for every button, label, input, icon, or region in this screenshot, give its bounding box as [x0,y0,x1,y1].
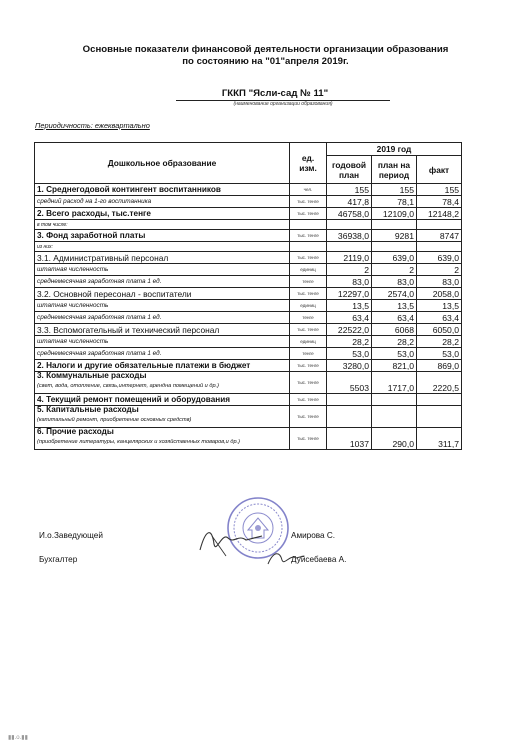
row-period-plan: 2574,0 [372,288,417,300]
row-period-plan: 155 [372,184,417,196]
row-period-plan: 9281 [372,230,417,242]
row-annual-plan: 63,4 [327,312,372,324]
row-indicator-name [35,196,290,208]
report-title-line1: Основные показатели финансовой деятельности организации образования [82,44,449,55]
row-fact: 639,0 [417,252,462,264]
table-row [35,394,462,406]
row-annual-plan: 3280,0 [327,360,372,372]
row-annual-plan: 22522,0 [327,324,372,336]
row-fact: 28,2 [417,336,462,348]
row-indicator-label: 4. Текущий ремонт помещений и оборудования [37,395,231,404]
row-annual-plan: 83,0 [327,276,372,288]
row-unit: тыс. тенге [290,196,327,208]
table-row [35,336,462,348]
row-indicator-label: среднемесячная заработная плата 1 ед. [37,314,162,321]
table-row [35,348,462,360]
row-indicator-name [35,428,290,450]
row-indicator-name [35,252,290,264]
row-fact [417,242,462,252]
periodicity-label: Периодичность: ежеквартально [35,121,150,130]
row-indicator-subtitle: (капитальный ремонт, приобретение основных средств) [37,416,192,423]
row-period-plan [372,242,417,252]
table-row [35,300,462,312]
row-period-plan: 13,5 [372,300,417,312]
row-fact: 155 [417,184,462,196]
signature-role-accountant: Бухгалтер [39,555,78,564]
row-annual-plan: 46758,0 [327,208,372,220]
row-indicator-name [35,372,290,394]
row-annual-plan: 53,0 [327,348,372,360]
row-indicator-label: 6. Прочие расходы [37,427,114,436]
row-indicator-name [35,300,290,312]
row-annual-plan: 28,2 [327,336,372,348]
row-fact: 869,0 [417,360,462,372]
row-period-plan [372,406,417,428]
row-indicator-name [35,184,290,196]
row-fact: 53,0 [417,348,462,360]
row-fact: 2058,0 [417,288,462,300]
row-unit: тыс. тенге [290,360,327,372]
table-row [35,208,462,220]
table-row [35,372,462,394]
row-fact: 63,4 [417,312,462,324]
row-fact: 2220,5 [417,372,462,394]
row-annual-plan: 417,8 [327,196,372,208]
row-indicator-name [35,406,290,428]
row-indicator-name [35,394,290,406]
row-unit: тенге [290,312,327,324]
row-indicator-label: штатная численность [37,302,109,309]
signature-name-head: Амирова С. [291,531,336,540]
row-fact: 311,7 [417,428,462,450]
row-unit: тыс. тенге [290,288,327,300]
row-annual-plan [327,220,372,230]
row-indicator-name [35,312,290,324]
row-indicator-label: 3.2. Основной пересонал - воспитатели [37,288,192,299]
row-period-plan: 78,1 [372,196,417,208]
row-unit: чел. [290,184,327,196]
table-row [35,220,462,230]
row-period-plan: 83,0 [372,276,417,288]
row-unit: единиц [290,300,327,312]
row-indicator-label: 3.1. Административный персонал [37,252,169,263]
row-period-plan: 1717,0 [372,372,417,394]
row-fact: 13,5 [417,300,462,312]
row-period-plan [372,220,417,230]
row-fact [417,220,462,230]
row-period-plan: 2 [372,264,417,276]
row-indicator-name [35,348,290,360]
signature-role-head: И.о.Заведующей [39,531,103,540]
row-unit: тыс. тенге [290,230,327,242]
row-unit: единиц [290,264,327,276]
row-indicator-label: в том числе: [37,221,68,228]
header-period-plan: план на период [372,156,417,184]
row-indicator-label: среднемесячная заработная плата 1 ед. [37,278,162,285]
row-indicator-subtitle: (свет, вода, отопление, связь,интернет, арендна помещений и др.) [37,382,219,389]
row-indicator-name [35,288,290,300]
organization-caption: (наименование организации образования) [233,101,333,107]
row-indicator-name [35,220,290,230]
row-annual-plan: 13,5 [327,300,372,312]
row-indicator-label: штатная численность [37,266,109,273]
row-fact: 12148,2 [417,208,462,220]
row-annual-plan: 1037 [327,428,372,450]
row-indicator-name [35,324,290,336]
row-unit [290,242,327,252]
row-indicator-label: 2. Налоги и другие обязательные платежи в бюджет [37,361,251,370]
table-row [35,406,462,428]
row-annual-plan [327,394,372,406]
row-indicator-subtitle: (приобретение литературы, канцелярских и хозяйственных товаров,и др.) [37,438,240,445]
header-annual-plan: годовой план [327,156,372,184]
page-footer-mark: ▮▮.о.▮▮ [8,735,28,741]
row-indicator-name [35,336,290,348]
row-unit: тыс. тенге [290,252,327,264]
row-indicator-label: среднемесячная заработная плата 1 ед. [37,350,162,357]
table-row [35,252,462,264]
table-row [35,428,462,450]
table-row [35,312,462,324]
row-indicator-label: 3.3. Вспомогательный и технический персонал [37,324,220,335]
row-indicator-name [35,208,290,220]
row-period-plan: 12109,0 [372,208,417,220]
row-unit: тыс. тенге [290,208,327,220]
signature-name-accountant: Дуйсебаева А. [291,555,347,564]
financial-indicators-table [34,142,462,450]
row-period-plan [372,394,417,406]
row-period-plan: 290,0 [372,428,417,450]
table-row [35,242,462,252]
row-annual-plan [327,242,372,252]
row-unit: тыс. тенге [290,428,327,450]
row-unit [290,220,327,230]
row-period-plan: 53,0 [372,348,417,360]
row-unit: тыс. тенге [290,372,327,394]
row-unit: единиц [290,336,327,348]
row-indicator-label: 5. Капитальные расходы [37,405,139,414]
row-unit: тыс. тенге [290,406,327,428]
row-indicator-label: 3. Коммунальные расходы [37,371,147,380]
header-education: Дошкольное образование [35,143,290,184]
row-annual-plan: 155 [327,184,372,196]
row-indicator-name [35,230,290,242]
row-indicator-label: 3. Фонд заработной платы [37,231,146,240]
row-period-plan: 6068 [372,324,417,336]
row-indicator-name [35,242,290,252]
header-unit: ед. изм. [290,143,327,184]
table-row [35,324,462,336]
row-annual-plan [327,406,372,428]
row-annual-plan: 2119,0 [327,252,372,264]
row-indicator-label: 1. Среднегодовой контингент воспитанников [37,185,221,194]
row-indicator-label: из них: [37,243,53,250]
row-indicator-label: средний расход на 1-го воспитанника [37,198,152,205]
table-row [35,360,462,372]
table-row [35,184,462,196]
handwritten-signature-head [196,522,266,562]
row-period-plan: 821,0 [372,360,417,372]
table-row [35,264,462,276]
row-indicator-name [35,264,290,276]
row-annual-plan: 36938,0 [327,230,372,242]
table-row [35,288,462,300]
row-fact [417,394,462,406]
row-fact [417,406,462,428]
row-annual-plan: 12297,0 [327,288,372,300]
row-annual-plan: 5503 [327,372,372,394]
report-title-line2: по состоянию на "01"апреля 2019г. [182,56,349,67]
row-period-plan: 28,2 [372,336,417,348]
row-indicator-label: 2. Всего расходы, тыс.тенге [37,209,151,218]
row-indicator-name [35,360,290,372]
handwritten-signature-accountant [266,548,306,570]
organization-name: ГККП "Ясли-сад № 11" [221,88,329,99]
row-fact: 6050,0 [417,324,462,336]
row-annual-plan: 2 [327,264,372,276]
header-year: 2019 год [327,143,462,156]
row-period-plan: 639,0 [372,252,417,264]
row-unit: тыс. тенге [290,324,327,336]
row-fact: 8747 [417,230,462,242]
row-period-plan: 63,4 [372,312,417,324]
row-unit: тенге [290,348,327,360]
header-fact: факт [417,156,462,184]
row-fact: 83,0 [417,276,462,288]
row-indicator-name [35,276,290,288]
table-row [35,196,462,208]
row-indicator-label: штатная численность [37,338,109,345]
row-unit: тыс. тенге [290,394,327,406]
row-unit: тенге [290,276,327,288]
table-row [35,276,462,288]
row-fact: 78,4 [417,196,462,208]
table-row [35,230,462,242]
row-fact: 2 [417,264,462,276]
